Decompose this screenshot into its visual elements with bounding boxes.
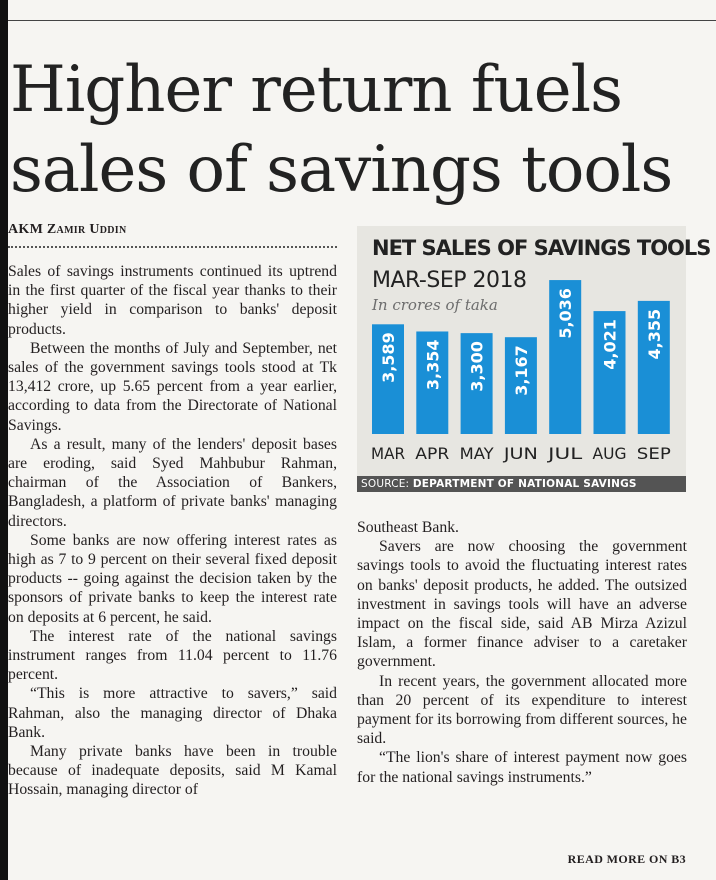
page-edge — [0, 0, 8, 880]
byline-author: AKM Zamir Uddin — [8, 222, 127, 237]
paragraph: Some banks are now offering interest rates as high as 7 to 9 percent on their several fixed deposit products -- going against the decision taken by the sponsors of private banks to keep the interest rate on deposits at 6 percent, he said. — [8, 531, 337, 626]
paragraph: Southeast Bank. — [357, 519, 459, 536]
paragraph: Sales of savings instruments continued its uptrend in the first quarter of the fiscal year thanks to their higher yield in comparison to banks' deposit products. — [8, 263, 337, 338]
chart-subtitle: MAR-SEP 2018 — [372, 268, 527, 293]
data-label-apr: 3,354 — [423, 339, 443, 391]
headline: Higher return fuels sales of savings tools — [10, 53, 673, 207]
paragraph: As a result, many of the lenders' deposit bases are eroding, said Syed Mahbubur Rahman, chairman of the Association of Bankers, Bangladesh, a platform of private banks' managing directors. — [8, 435, 337, 530]
chart-plot — [357, 226, 686, 476]
byline — [8, 222, 338, 238]
x-tick-jul: JUL — [546, 444, 583, 463]
x-tick-mar: MAR — [371, 444, 405, 463]
x-tick-apr: APR — [415, 444, 450, 463]
article-column-right — [357, 518, 687, 787]
paragraph: “This is more attractive to savers,” said Rahman, also the managing director of Dhaka Bank. — [8, 685, 337, 741]
header-rule — [8, 20, 716, 21]
byline-divider — [8, 246, 337, 248]
read-more-link[interactable]: READ MORE ON B3 — [567, 852, 686, 866]
paragraph: Savers are now choosing the government savings tools to avoid the fluctuating interest rates on banks' deposit products, he added. The outsized investment in savings tools will have an adverse impact on the fiscal side, said AB Mirza Azizul Islam, a former finance adviser to a caretaker government. — [357, 538, 687, 671]
chart-title: NET SALES OF SAVINGS TOOLS — [372, 236, 711, 260]
source-text: DEPARTMENT OF NATIONAL SAVINGS — [412, 478, 637, 490]
x-tick-jun: JUN — [502, 444, 538, 463]
x-tick-aug: AUG — [592, 444, 627, 463]
paragraph: In recent years, the government allocated more than 20 percent of its expenditure to interest payment for its borrowing from different sources, he said. — [357, 672, 687, 748]
x-tick-may: MAY — [459, 444, 494, 463]
data-label-sep: 4,355 — [644, 308, 664, 360]
source-label: SOURCE: — [361, 478, 410, 490]
paragraph: “The lion's share of interest payment now goes for the national savings instruments.” — [357, 749, 687, 786]
data-label-jul: 5,036 — [556, 288, 576, 339]
paragraph: The interest rate of the national savings instrument ranges from 11.04 percent to 11.76 percent. — [8, 627, 337, 684]
article-column-left — [8, 262, 337, 800]
data-label-aug: 4,021 — [600, 319, 620, 370]
chart-unit-label: In crores of taka — [372, 296, 498, 314]
data-label-may: 3,300 — [467, 341, 487, 392]
paragraph: Between the months of July and September, net sales of the government savings tools stood at Tk 13,412 crore, up 5.65 percent from a year earlier, according to data from the Directorate of National Savings. — [8, 339, 337, 434]
savings-sales-chart — [357, 226, 711, 476]
paragraph: Many private banks have been in trouble because of inadequate deposits, said M Kamal Hossain, managing director of — [8, 743, 337, 799]
data-label-mar: 3,589 — [379, 332, 398, 383]
data-label-jun: 3,167 — [511, 345, 531, 396]
chart-source — [357, 476, 686, 492]
x-tick-sep: SEP — [636, 444, 672, 463]
